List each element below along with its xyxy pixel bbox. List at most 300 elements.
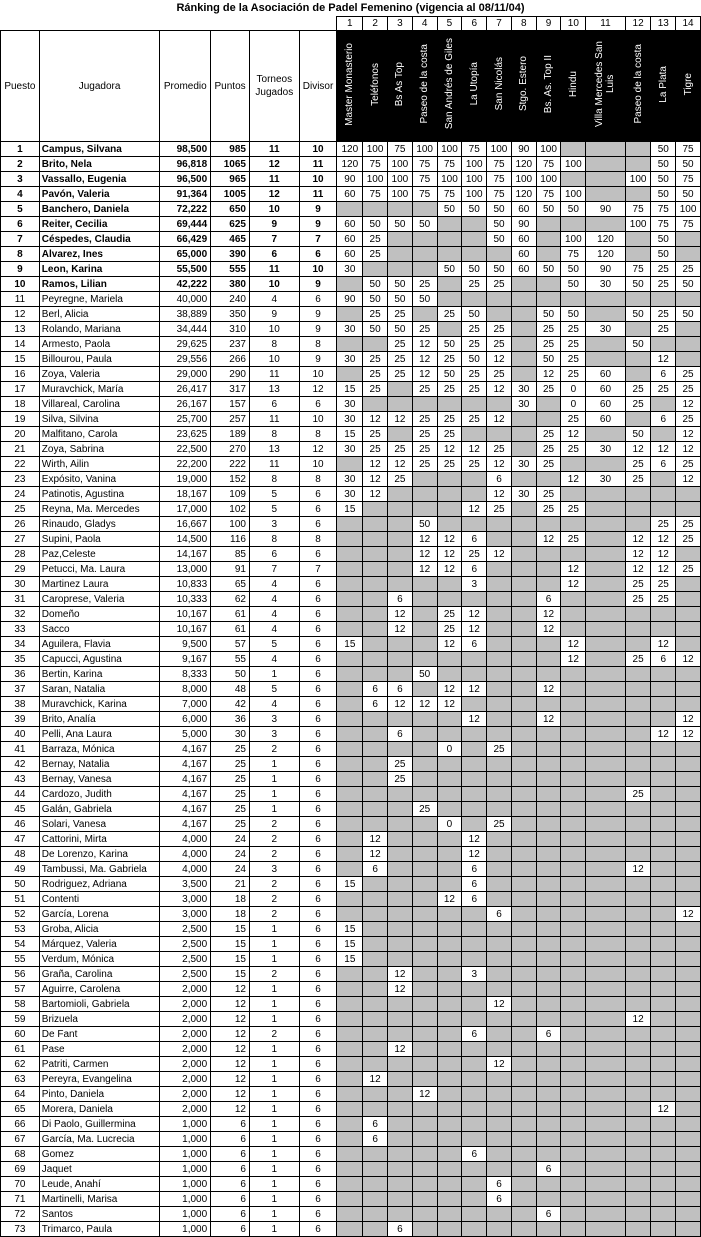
score-cell: 75 [625,202,651,217]
score-cell [536,1042,561,1057]
rank-cell: 43 [1,772,40,787]
score-cell [561,712,586,727]
divisor-cell: 6 [299,907,337,922]
score-cell [412,1012,437,1027]
average-cell: 9,500 [160,637,211,652]
score-cell: 90 [337,172,363,187]
divisor-cell: 6 [299,1177,337,1192]
score-cell: 25 [651,322,676,337]
score-cell [511,682,536,697]
score-cell [337,1027,363,1042]
score-cell [387,202,412,217]
score-cell [625,1132,651,1147]
score-cell: 25 [536,382,561,397]
points-cell: 6 [211,1132,250,1147]
score-cell [511,862,536,877]
player-name-cell: Berl, Alicia [39,307,160,322]
score-cell [651,1042,676,1057]
score-cell: 6 [651,367,676,382]
score-cell [536,967,561,982]
score-cell [337,277,363,292]
column-number: 9 [536,17,561,31]
score-cell [586,1222,626,1237]
score-cell [586,142,626,157]
divisor-cell: 6 [299,967,337,982]
score-cell [437,982,462,997]
score-cell [511,712,536,727]
table-row [1,172,701,187]
table-row [1,577,701,592]
score-cell [412,652,437,667]
score-cell [561,292,586,307]
rank-cell: 32 [1,607,40,622]
table-row [1,877,701,892]
score-cell: 6 [462,532,487,547]
player-name-cell: Silva, Silvina [39,412,160,427]
average-cell: 14,500 [160,532,211,547]
score-cell [337,847,363,862]
score-cell [462,1012,487,1027]
score-cell [487,517,512,532]
player-name-cell: De Fant [39,1027,160,1042]
score-cell [511,817,536,832]
score-cell [363,532,388,547]
score-cell [536,277,561,292]
score-cell [337,1162,363,1177]
score-cell [412,1207,437,1222]
tournament-label: Bs. As. Top II [543,54,555,114]
score-cell: 60 [511,247,536,262]
score-cell [437,487,462,502]
score-cell [511,922,536,937]
score-cell: 12 [651,547,676,562]
score-cell [586,817,626,832]
score-cell: 50 [651,157,676,172]
score-cell: 50 [651,172,676,187]
score-cell: 25 [676,532,701,547]
score-cell: 30 [511,382,536,397]
score-cell [676,352,701,367]
points-cell: 25 [211,742,250,757]
score-cell [363,1162,388,1177]
score-cell: 90 [337,292,363,307]
divisor-cell: 6 [299,592,337,607]
score-cell [387,397,412,412]
player-name-cell: Bernay, Vanesa [39,772,160,787]
score-cell: 30 [337,487,363,502]
score-cell [511,727,536,742]
score-cell: 25 [625,592,651,607]
score-cell [487,877,512,892]
score-cell [437,1027,462,1042]
player-name-cell: Reyna, Ma. Mercedes [39,502,160,517]
score-cell: 50 [363,277,388,292]
tournaments-played-cell: 4 [249,577,299,592]
score-cell [651,982,676,997]
divisor-cell: 6 [299,607,337,622]
score-cell [437,577,462,592]
score-cell: 25 [536,427,561,442]
score-cell: 12 [387,697,412,712]
score-cell [676,1117,701,1132]
tournament-label: San Andrés de Giles [443,38,455,130]
tournaments-played-cell: 1 [249,1222,299,1237]
score-cell [625,622,651,637]
rank-cell: 18 [1,397,40,412]
score-cell: 50 [437,367,462,382]
score-cell [676,877,701,892]
tournaments-played-cell: 11 [249,262,299,277]
score-cell [586,952,626,967]
rank-cell: 40 [1,727,40,742]
score-cell [536,562,561,577]
tournaments-played-cell: 9 [249,307,299,322]
score-cell: 0 [561,382,586,397]
score-cell [561,832,586,847]
score-cell: 25 [462,277,487,292]
score-cell [676,607,701,622]
divisor-cell: 6 [299,502,337,517]
score-cell [676,622,701,637]
rank-cell: 6 [1,217,40,232]
rank-cell: 26 [1,517,40,532]
score-cell [586,892,626,907]
score-cell [487,952,512,967]
score-cell: 6 [536,592,561,607]
tournaments-played-cell: 2 [249,907,299,922]
header-puesto: Puesto [1,31,40,142]
score-cell [511,517,536,532]
score-cell: 25 [412,412,437,427]
score-cell [412,1177,437,1192]
average-cell: 4,167 [160,802,211,817]
score-cell [487,637,512,652]
average-cell: 4,000 [160,832,211,847]
score-cell [337,367,363,382]
player-name-cell: Rinaudo, Gladys [39,517,160,532]
rank-cell: 73 [1,1222,40,1237]
tournaments-played-cell: 3 [249,517,299,532]
points-cell: 290 [211,367,250,382]
divisor-cell: 11 [299,187,337,202]
score-cell: 25 [625,382,651,397]
score-cell: 100 [387,172,412,187]
player-name-cell: Ramos, Lilian [39,277,160,292]
score-cell [337,1147,363,1162]
rank-cell: 48 [1,847,40,862]
score-cell [651,712,676,727]
player-name-cell: Wirth, Ailin [39,457,160,472]
rank-cell: 19 [1,412,40,427]
divisor-cell: 6 [299,1162,337,1177]
score-cell [561,487,586,502]
score-cell [363,997,388,1012]
score-cell: 25 [462,457,487,472]
score-cell: 30 [337,322,363,337]
table-row [1,892,701,907]
score-cell: 12 [561,472,586,487]
score-cell [536,697,561,712]
score-cell [676,997,701,1012]
score-cell [487,772,512,787]
score-cell: 75 [676,172,701,187]
player-name-cell: Campus, Silvana [39,142,160,157]
score-cell: 12 [412,337,437,352]
score-cell: 25 [363,352,388,367]
score-cell [676,232,701,247]
score-cell [651,967,676,982]
score-cell [487,787,512,802]
tournaments-played-cell: 1 [249,982,299,997]
score-cell: 75 [625,262,651,277]
average-cell: 7,000 [160,697,211,712]
score-cell [412,952,437,967]
score-cell [651,832,676,847]
score-cell: 12 [363,472,388,487]
score-cell [363,892,388,907]
score-cell [412,892,437,907]
score-cell [337,832,363,847]
average-cell: 2,000 [160,1072,211,1087]
score-cell [625,1162,651,1177]
score-cell: 75 [536,157,561,172]
tournaments-played-cell: 11 [249,457,299,472]
tournaments-played-cell: 4 [249,697,299,712]
rank-cell: 64 [1,1087,40,1102]
score-cell: 12 [462,712,487,727]
points-cell: 465 [211,232,250,247]
score-cell: 12 [536,607,561,622]
divisor-cell: 6 [299,712,337,727]
score-cell [511,907,536,922]
score-cell: 12 [561,427,586,442]
points-cell: 25 [211,802,250,817]
score-cell [412,982,437,997]
score-cell [586,622,626,637]
score-cell [363,1222,388,1237]
score-cell [586,1117,626,1132]
score-cell: 30 [337,442,363,457]
score-cell: 25 [412,322,437,337]
rank-cell: 62 [1,1057,40,1072]
score-cell [337,1072,363,1087]
table-row [1,1207,701,1222]
score-cell [337,997,363,1012]
score-cell [625,322,651,337]
score-cell [387,637,412,652]
score-cell: 25 [487,817,512,832]
score-cell [651,1162,676,1177]
table-row [1,652,701,667]
score-cell [462,802,487,817]
score-cell [586,922,626,937]
divisor-cell: 8 [299,532,337,547]
score-cell: 12 [462,607,487,622]
score-cell: 25 [561,442,586,457]
divisor-cell: 9 [299,352,337,367]
average-cell: 3,000 [160,907,211,922]
score-cell: 50 [462,352,487,367]
score-cell: 50 [437,262,462,277]
score-cell: 50 [625,337,651,352]
tournament-label: Paseo de la costa [632,44,644,124]
score-cell [412,622,437,637]
score-cell [561,697,586,712]
score-cell: 12 [462,682,487,697]
score-cell: 50 [387,277,412,292]
score-cell [561,547,586,562]
score-cell [337,1102,363,1117]
rank-cell: 47 [1,832,40,847]
score-cell [487,652,512,667]
divisor-cell: 6 [299,487,337,502]
tournaments-played-cell: 5 [249,682,299,697]
table-row [1,682,701,697]
tournaments-played-cell: 1 [249,667,299,682]
score-cell [487,622,512,637]
score-cell [363,1057,388,1072]
score-cell: 50 [437,202,462,217]
score-cell: 15 [337,922,363,937]
score-cell [363,952,388,967]
points-cell: 350 [211,307,250,322]
divisor-cell: 6 [299,652,337,667]
score-cell [337,1117,363,1132]
score-cell: 60 [337,247,363,262]
tournaments-played-cell: 2 [249,877,299,892]
score-cell: 12 [462,832,487,847]
average-cell: 2,500 [160,922,211,937]
tournaments-played-cell: 8 [249,472,299,487]
score-cell: 25 [487,337,512,352]
score-cell: 6 [536,1027,561,1042]
player-name-cell: García, Ma. Lucrecia [39,1132,160,1147]
points-cell: 1005 [211,187,250,202]
player-name-cell: Capucci, Agustina [39,652,160,667]
average-cell: 72,222 [160,202,211,217]
score-cell: 12 [437,532,462,547]
score-cell [487,1162,512,1177]
score-cell [511,607,536,622]
score-cell [412,1102,437,1117]
score-cell [676,487,701,502]
score-cell [412,742,437,757]
player-name-cell: Aguirre, Carolena [39,982,160,997]
score-cell [337,667,363,682]
score-cell [511,532,536,547]
score-cell [676,322,701,337]
score-cell: 50 [387,322,412,337]
score-cell [651,1207,676,1222]
score-cell [462,997,487,1012]
score-cell [437,1207,462,1222]
player-name-cell: Pavón, Valeria [39,187,160,202]
score-cell [437,652,462,667]
score-cell [387,937,412,952]
score-cell: 75 [363,187,388,202]
points-cell: 12 [211,997,250,1012]
score-cell [363,667,388,682]
score-cell [536,1072,561,1087]
score-cell [536,1192,561,1207]
player-name-cell: Santos [39,1207,160,1222]
column-number-row [1,17,701,31]
score-cell: 12 [487,997,512,1012]
score-cell: 12 [561,637,586,652]
divisor-cell: 6 [299,772,337,787]
score-cell [337,1087,363,1102]
score-cell [651,487,676,502]
score-cell [363,742,388,757]
table-row [1,247,701,262]
points-cell: 266 [211,352,250,367]
average-cell: 96,500 [160,172,211,187]
points-cell: 6 [211,1147,250,1162]
player-name-cell: Zoya, Valeria [39,367,160,382]
tournaments-played-cell: 1 [249,772,299,787]
rank-cell: 50 [1,877,40,892]
score-cell [363,517,388,532]
score-cell: 60 [511,232,536,247]
score-cell [676,787,701,802]
score-cell: 12 [387,412,412,427]
tournaments-played-cell: 8 [249,337,299,352]
rank-cell: 42 [1,757,40,772]
score-cell: 100 [561,232,586,247]
score-cell: 25 [437,307,462,322]
score-cell [625,667,651,682]
table-row [1,562,701,577]
score-cell: 25 [462,337,487,352]
score-cell [511,697,536,712]
score-cell: 30 [337,352,363,367]
points-cell: 24 [211,832,250,847]
score-cell: 50 [462,202,487,217]
table-row [1,232,701,247]
table-row [1,397,701,412]
score-cell: 6 [651,457,676,472]
rank-cell: 11 [1,292,40,307]
score-cell: 12 [561,562,586,577]
score-cell [387,652,412,667]
divisor-cell: 12 [299,382,337,397]
score-cell: 25 [437,607,462,622]
player-name-cell: Muravchick, Karina [39,697,160,712]
score-cell [363,907,388,922]
score-cell [536,1102,561,1117]
score-cell: 12 [412,547,437,562]
score-cell: 50 [487,202,512,217]
score-cell [387,1177,412,1192]
divisor-cell: 6 [299,1042,337,1057]
score-cell [586,1072,626,1087]
score-cell [437,322,462,337]
score-cell: 75 [387,142,412,157]
score-cell [625,1072,651,1087]
score-cell [337,577,363,592]
score-cell: 50 [651,232,676,247]
player-name-cell: De Lorenzo, Karina [39,847,160,862]
score-cell: 25 [412,442,437,457]
score-cell [625,142,651,157]
rank-cell: 13 [1,322,40,337]
score-cell: 100 [462,187,487,202]
score-cell [586,607,626,622]
average-cell: 3,000 [160,892,211,907]
score-cell [625,1042,651,1057]
score-cell: 120 [586,247,626,262]
rank-cell: 60 [1,1027,40,1042]
